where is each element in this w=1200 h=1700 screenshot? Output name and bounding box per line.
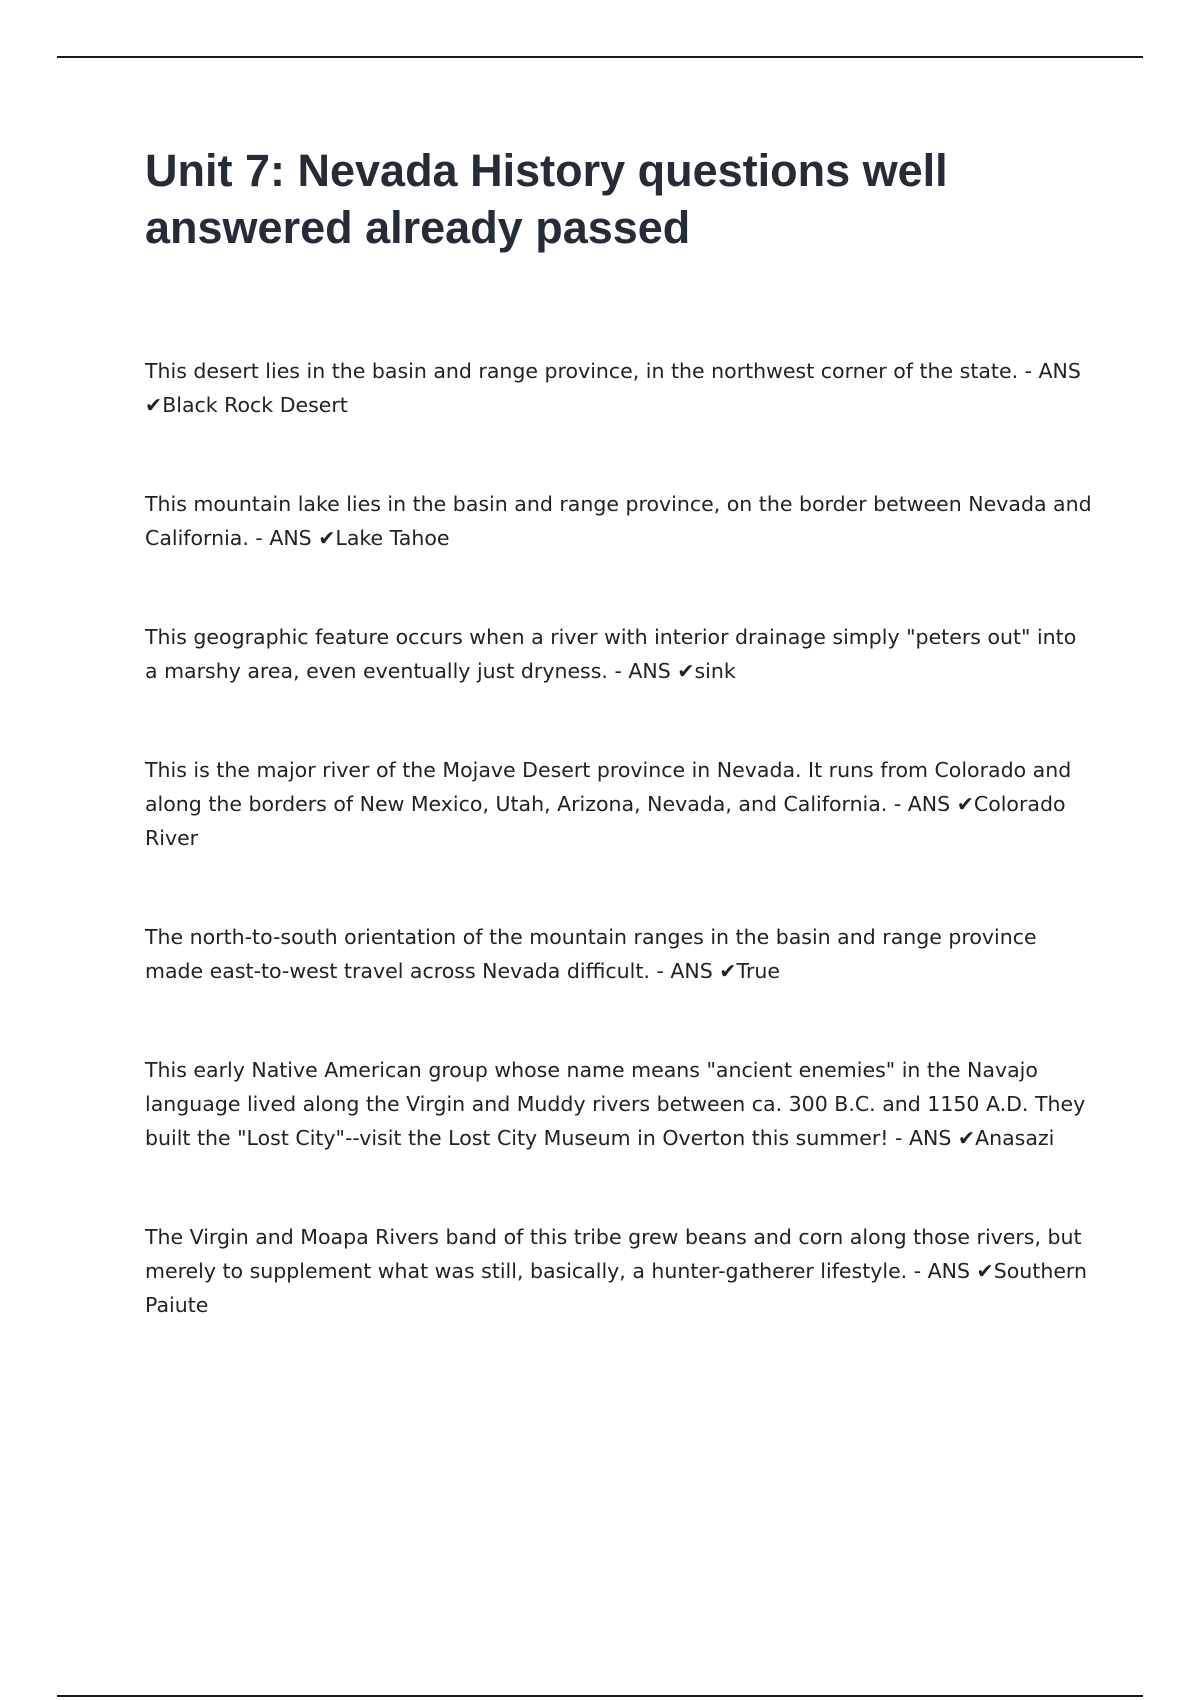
check-icon: ✔ (957, 1126, 976, 1150)
answer-marker: ANS (1038, 359, 1081, 383)
top-rule (57, 56, 1143, 58)
qa-item: The north-to-south orientation of the mountain ranges in the basin and range province made east-to-west travel across Nevada difficult. - ANS ✔True (145, 925, 1037, 983)
answer-text: Lake Tahoe (335, 526, 450, 550)
document-title: Unit 7: Nevada History questions well answered already passed (145, 145, 948, 253)
question-text: This is the major river of the Mojave Desert province in Nevada. It runs from Colorado and along the borders of New Mexico, Utah, Arizona, Nevada, and California. (145, 758, 1072, 816)
answer-text: Anasazi (975, 1126, 1055, 1150)
answer-marker: ANS (670, 959, 713, 983)
check-icon: ✔ (956, 792, 974, 816)
question-text: This early Native American group whose name means "ancient enemies" in the Navajo language lived along the Virgin and Muddy rivers between ca. 300 B.C. and 1150 A.D. They built the "Lost City"--visit the Lost City Museum in Overton this summer! (145, 1058, 1086, 1150)
answer-text: Southern Paiute (145, 1259, 1087, 1317)
check-icon: ✔ (976, 1259, 994, 1283)
qa-item: This geographic feature occurs when a river with interior drainage simply "peters out" into a marshy area, even eventually just dryness. - ANS ✔sink (145, 625, 1077, 683)
answer-marker: ANS (907, 792, 951, 816)
question-text: This mountain lake lies in the basin and range province, on the border between Nevada and California. (145, 492, 1092, 550)
check-icon: ✔ (677, 659, 695, 683)
qa-item: This is the major river of the Mojave Desert province in Nevada. It runs from Colorado and along the borders of New Mexico, Utah, Arizona, Nevada, and California. - ANS ✔Colorado River (145, 758, 1072, 850)
qa-list (145, 354, 1095, 1322)
question-text: The north-to-south orientation of the mountain ranges in the basin and range province made east-to-west travel across Nevada difficult. (145, 925, 1037, 983)
answer-text: Colorado River (145, 792, 1066, 850)
check-icon: ✔ (318, 526, 336, 550)
answer-marker: ANS (927, 1259, 971, 1283)
qa-item: This early Native American group whose name means "ancient enemies" in the Navajo language lived along the Virgin and Muddy rivers between ca. 300 B.C. and 1150 A.D. They built the "Lost City"--visit the Lost City Museum in Overton this summer! - ANS ✔Anasazi (145, 1058, 1086, 1150)
answer-marker: ANS (628, 659, 671, 683)
answer-marker: ANS (908, 1126, 952, 1150)
check-icon: ✔ (145, 393, 163, 417)
qa-item: This mountain lake lies in the basin and range province, on the border between Nevada and California. - ANS ✔Lake Tahoe (145, 492, 1092, 550)
question-text: The Virgin and Moapa Rivers band of this tribe grew beans and corn along those rivers, but merely to supplement what was still, basically, a hunter-gatherer lifestyle. (145, 1225, 1082, 1283)
answer-text: True (736, 959, 781, 983)
answer-text: Black Rock Desert (162, 393, 348, 417)
qa-item: The Virgin and Moapa Rivers band of this tribe grew beans and corn along those rivers, but merely to supplement what was still, basically, a hunter-gatherer lifestyle. - ANS ✔Southern Paiute (145, 1225, 1087, 1317)
qa-item: This desert lies in the basin and range province, in the northwest corner of the state. - ANS ✔Black Rock Desert (145, 359, 1081, 417)
question-text: This geographic feature occurs when a river with interior drainage simply "peters out" into a marshy area, even eventually just dryness. (145, 625, 1077, 683)
answer-text: sink (694, 659, 736, 683)
bottom-rule (57, 1695, 1143, 1697)
question-text: This desert lies in the basin and range province, in the northwest corner of the state. (145, 359, 1019, 383)
check-icon: ✔ (719, 959, 737, 983)
answer-marker: ANS (269, 526, 312, 550)
